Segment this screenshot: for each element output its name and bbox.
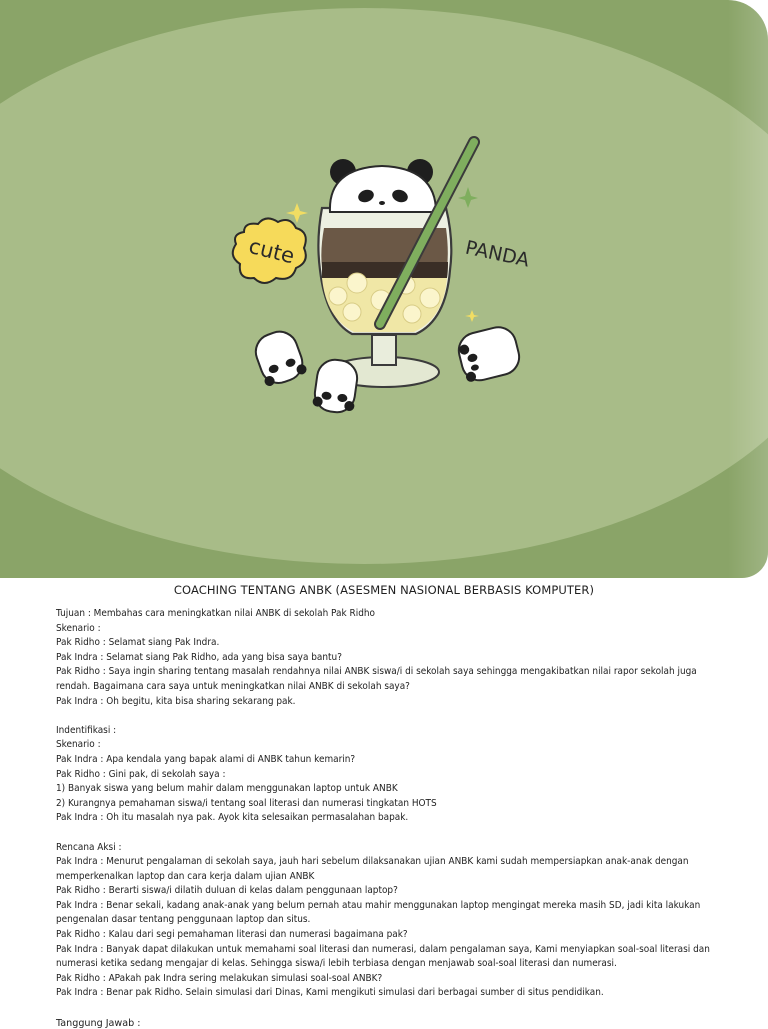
cute-text: cute [246,233,297,269]
document-line: Pak Indra : Oh itu masalah nya pak. Ayok kita selesaikan permasalahan bapak. [56,812,409,824]
document-line: Tujuan : Membahas cara meningkatkan nilai ANBK di sekolah Pak Ridho [56,608,375,619]
document-line: Pak Ridho : APakah pak Indra sering melakukan simulasi soal-soal ANBK? [56,972,383,984]
panda-text: PANDA [463,236,532,272]
document-line: Pak Ridho : Kalau dari segi pemahaman literasi dan numerasi bagaimana pak? [56,929,408,941]
document-line: 1) Banyak siswa yang belum mahir dalam menggunakan laptop untuk ANBK [56,783,398,795]
document-line: Pak Indra : Benar pak Ridho. Selain simulasi dari Dinas, Kami mengikuti simulasi dari berbagai sumber di situs pendidikan. [56,987,604,999]
document-line: Pak Ridho : Berarti siswa/i dilatih duluan di kelas dalam penggunaan laptop? [56,885,398,897]
document-line: pengenalan dasar tentang penggunaan laptop dan situs. [56,914,311,926]
document-line: Skenario : [56,622,101,634]
document-line: Skenario : [56,739,101,751]
document-line: memperkenalkan laptop dan cara kerja dalam ujian ANBK [56,870,315,882]
document-line: Pak Indra : Selamat siang Pak Ridho, ada yang bisa saya bantu? [56,651,342,663]
document-line: Indentifikasi : [56,724,117,736]
document-body [56,607,710,1001]
document-line: Pak Indra : Apa kendala yang bapak alami di ANBK tahun kemarin? [56,753,356,765]
document-line: Pak Indra : Oh begitu, kita bisa sharing sekarang pak. [56,695,296,707]
document-line: 2) Kurangnya pemahaman siswa/i tentang soal literasi dan numerasi tingkatan HOTS [56,797,437,809]
document-line: numerasi ketika sedang mengajar di kelas. Sehingga siswa/i lebih terbiasa dengan menjawab soal-soal literasi dan numerasi. [56,958,617,970]
document-line: Pak Indra : Banyak dapat dilakukan untuk memahami soal literasi dan numerasi, dalam pengalaman saya, Kami menyiapkan soal-soal literasi dan [56,943,710,955]
blank-line [56,709,679,724]
document-line: Pak Indra : Menurut pengalaman di sekolah saya, jauh hari sebelum dilaksanakan ujian ANBK kami sudah mempersiapkan anak-anak dengan [56,856,689,868]
document-line: Pak Ridho : Gini pak, di sekolah saya : [56,768,226,780]
document-line: Pak Indra : Benar sekali, kadang anak-anak yang belum pernah atau mahir menggunakan laptop mengingat mereka masih SD, jadi kita lakukan [56,899,701,911]
document-title: COACHING TENTANG ANBK (ASESMEN NASIONAL BERBASIS KOMPUTER) [173,583,595,597]
document-line: rendah. Bagaimana cara saya untuk meningkatkan nilai ANBK di sekolah saya? [56,680,410,692]
cut-off-line: Tanggung Jawab : [56,1018,141,1029]
document-line: Pak Ridho : Saya ingin sharing tentang masalah rendahnya nilai ANBK siswa/i di sekolah saya sehingga mengakibatkan nilai rapor sekolah juga [56,666,697,678]
blank-line [56,826,679,841]
document-line: Rencana Aksi : [56,841,122,853]
document-line: Pak Ridho : Selamat siang Pak Indra. [56,637,220,649]
